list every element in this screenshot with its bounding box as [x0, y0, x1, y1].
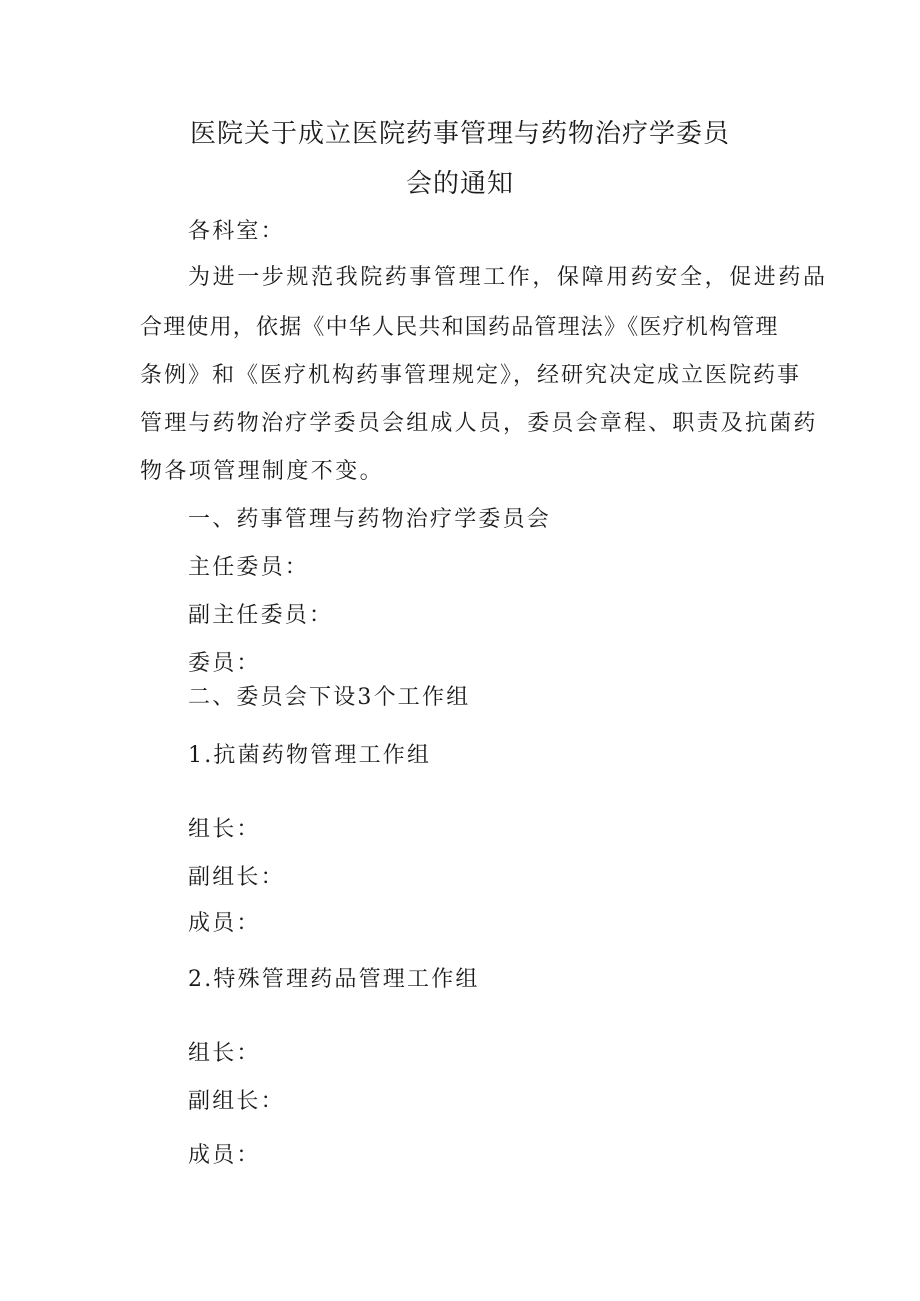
body-line-2: 合理使用，依据《中华人民共和国药品管理法》《医疗机构管理	[140, 315, 779, 340]
body-line-4: 管理与药物治疗学委员会组成人员，委员会章程、职责及抗菌药	[140, 411, 818, 436]
document-title-line-2: 会的通知	[405, 169, 514, 199]
salutation: 各科室：	[188, 219, 285, 244]
section1-heading: 一、药事管理与药物治疗学委员会	[188, 507, 552, 532]
group2-heading: 2.特殊管理药品管理工作组	[188, 967, 480, 992]
group2-members-label: 成员：	[188, 1143, 261, 1168]
director-label: 主任委员：	[188, 555, 310, 580]
group2-leader-label: 组长：	[188, 1041, 261, 1066]
group2-deputy-leader-label: 副组长：	[188, 1089, 285, 1114]
body-line-5: 物各项管理制度不变。	[140, 459, 385, 484]
body-line-3: 条例》和《医疗机构药事管理规定》，经研究决定成立医院药事	[140, 363, 802, 388]
members-label: 委员：	[188, 651, 261, 676]
deputy-director-label: 副主任委员：	[188, 603, 334, 628]
group1-heading: 1.抗菌药物管理工作组	[188, 743, 432, 768]
body-line-1: 为进一步规范我院药事管理工作，保障用药安全，促进药品	[188, 265, 828, 290]
section2-heading: 二、委员会下设3个工作组	[188, 685, 471, 710]
document-title-line-1: 医院关于成立医院药事管理与药物治疗学委员	[189, 119, 730, 149]
group1-members-label: 成员：	[188, 911, 261, 936]
group1-leader-label: 组长：	[188, 817, 261, 842]
group1-deputy-leader-label: 副组长：	[188, 865, 285, 890]
